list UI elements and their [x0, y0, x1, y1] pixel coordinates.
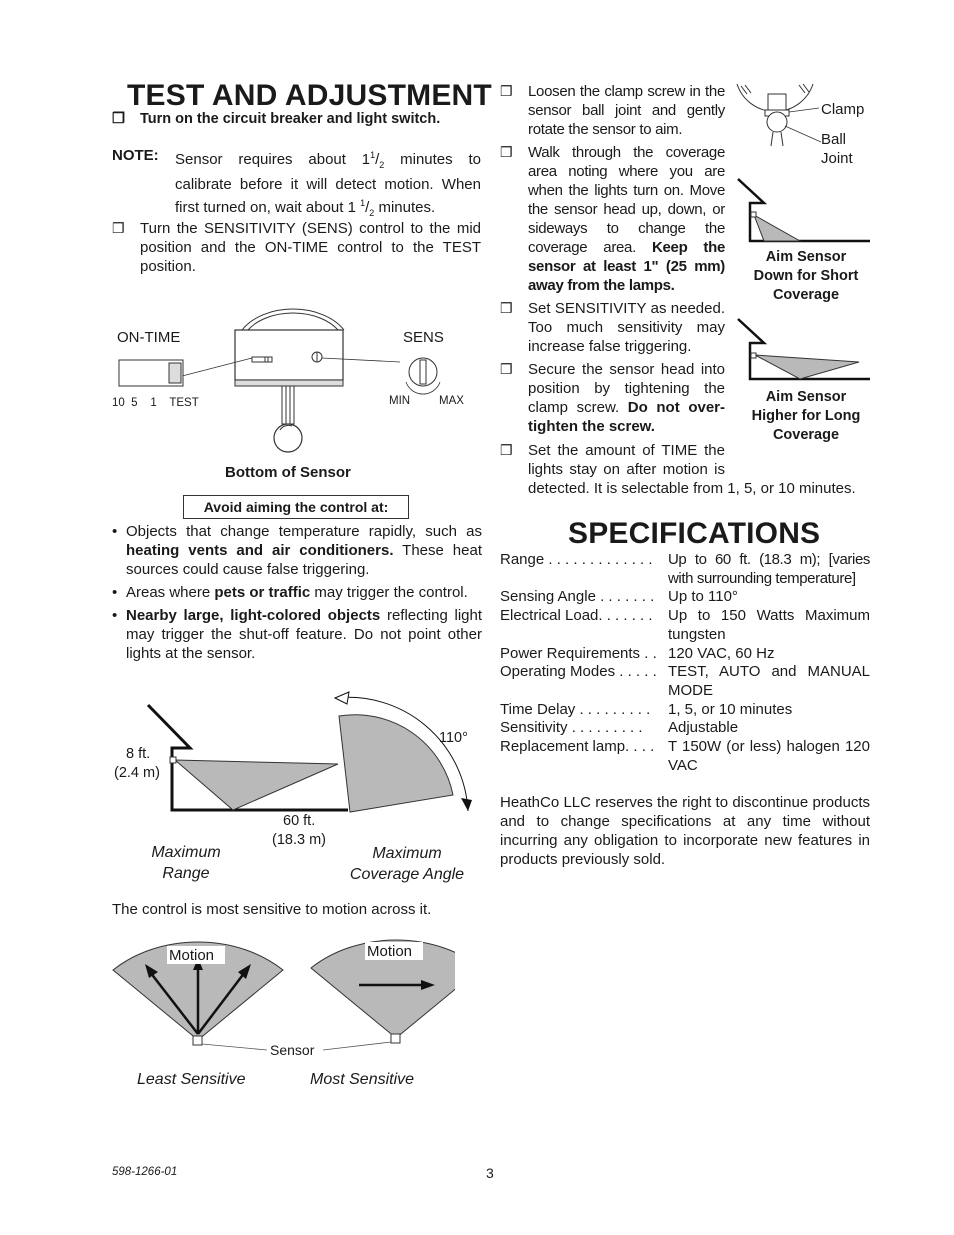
coverage-angle-caption: Maximum Coverage Angle — [349, 845, 465, 883]
checkbox-icon: ❒ — [500, 442, 513, 458]
sensor-arc — [242, 309, 344, 330]
aim-higher-caption: Aim Sensor Higher for Long Coverage — [751, 389, 861, 443]
ontime-switch-small — [252, 357, 272, 362]
sensor-caption: Bottom of Sensor — [225, 464, 351, 481]
avoid-box: Avoid aiming the control at: — [183, 495, 409, 519]
height-ft-label: 8 ft. — [126, 746, 151, 762]
ontime-label: ON-TIME — [117, 329, 181, 346]
step-text: Secure the sensor head into position by tightening the clamp screw. Do not over-tighten the screw. — [528, 361, 725, 435]
sensor-label: Sensor — [270, 1042, 315, 1058]
disclaimer: HeathCo LLC reserves the right to discontinue products and to change specifications at any time without incurring any obligation to incorporate new features in products previously sold. — [500, 794, 870, 868]
least-sensitive-caption: Least Sensitive — [137, 1071, 246, 1088]
step-text: Set the amount of TIME the — [528, 442, 725, 459]
clamp-label: Clamp — [821, 101, 865, 118]
section-title-test-adjustment: TEST AND ADJUSTMENT — [127, 79, 492, 112]
bullet-icon: • — [112, 523, 118, 540]
motion-intro: The control is most sensitive to motion across it. — [112, 901, 432, 918]
aim-higher-figure — [734, 315, 874, 385]
motion-label-left: Motion — [169, 947, 215, 964]
checkbox-icon: ❒ — [112, 111, 125, 127]
min-label: MIN — [389, 395, 411, 407]
step-text: Turn on the circuit breaker and light switch. — [140, 111, 441, 127]
long-coverage-beam — [755, 355, 859, 379]
checkbox-icon: ❒ — [500, 300, 513, 316]
bullet-icon: • — [112, 584, 118, 601]
distance-m-label: (18.3 m) — [272, 832, 326, 848]
ball-joint — [767, 112, 787, 132]
distance-ft-label: 60 ft. — [283, 813, 316, 829]
aim-down-figure — [734, 175, 874, 245]
sensor-body — [235, 330, 343, 380]
step-text: Loosen the clamp screw in the sensor ball joint and gently rotate the sensor to aim. — [528, 83, 725, 138]
step-text: lights stay on after motion is — [528, 461, 725, 478]
range-beam — [175, 760, 338, 810]
max-label: MAX — [439, 395, 464, 407]
max-range-caption: Maximum Range — [151, 844, 221, 882]
short-coverage-beam — [754, 215, 800, 241]
note-text: Sensor requires about $1^1/_2$ minutes to calibrate before it will detect motion. When first turned on, wait about 1 $^1/_2$ minutes. — [175, 150, 481, 218]
sensor-stem — [282, 386, 294, 424]
sensor-icon — [193, 1036, 202, 1045]
motion-label-right: Motion — [367, 943, 413, 960]
checkbox-icon: ❒ — [500, 144, 513, 160]
clamp-ball-joint-figure — [735, 82, 825, 152]
height-m-label: (2.4 m) — [114, 765, 160, 781]
checkbox-icon: ❒ — [500, 83, 513, 99]
sensor-icon — [391, 1034, 400, 1043]
sensor-bottom-figure — [110, 300, 490, 460]
aim-down-caption: Aim Sensor Down for Short Coverage — [753, 249, 859, 303]
joint-label: Joint — [821, 150, 853, 167]
bullet-item: • Objects that change temperature rapidly, such as heating vents and air conditioners. These heat sources could cause false triggering. — [112, 523, 482, 578]
angle-label: 110° — [439, 730, 468, 746]
step-text: Turn the SENSITIVITY (SENS) control to the mid position and the ON-TIME control to the TEST position. — [140, 220, 481, 275]
checkbox-icon: ❒ — [500, 361, 513, 377]
specs-table: Range . . . . . . . . . . . . . Up to 60 ft. (18.3 m); [varies with surrounding temperature] Sensing Angle . . . . . . . Up to 110° Electrical Load. . . . . . . Up to 150 Watts Maximum tungsten Power Requirements . . 120 VAC, 60 Hz Operating Modes . . . . . TEST, AUTO and MANUAL MODE Time Delay . . . . . . . . . 1, 5, or 10 minutes Sensitivity . . . . . . . . . Adjustable Replacement lamp. . . . T 150W (or less) halogen 120 VAC — [500, 551, 870, 774]
note-label: NOTE: — [112, 147, 159, 164]
section-title-specifications: SPECIFICATIONS — [568, 517, 821, 550]
most-sensitive-caption: Most Sensitive — [310, 1071, 415, 1088]
motion-sensitivity-figure — [105, 930, 455, 1060]
ontime-scale: 10 5 1 TEST — [112, 397, 199, 409]
sensor-lens — [274, 424, 302, 452]
bullet-item: • Areas where pets or traffic may trigger the control. — [112, 584, 468, 601]
step-text: detected. It is selectable from 1, 5, or 10 minutes. — [528, 480, 856, 497]
sens-label: SENS — [403, 329, 444, 346]
coverage-wedge — [339, 715, 453, 812]
part-number: 598-1266-01 — [112, 1166, 178, 1178]
page-number: 3 — [486, 1165, 494, 1181]
bullet-icon: • — [112, 607, 118, 624]
step-text: Walk through the coverage area noting where you are when the lights turn on. Move the sensor head up, down, or sideways to change the coverage area. Keep the sensor at least 1" (25 mm) away from the lamps. — [528, 144, 726, 294]
checkbox-icon: ❒ — [112, 220, 125, 236]
bullet-item: • Nearby large, light-colored objects reflecting light may trigger the shut-off feature. Do not point other lights at the sensor. — [112, 607, 483, 662]
coverage-angle-figure — [325, 680, 485, 825]
ball-label: Ball — [821, 131, 847, 148]
step-text: Set SENSITIVITY as needed. Too much sensitivity may increase false triggering. — [528, 300, 725, 355]
